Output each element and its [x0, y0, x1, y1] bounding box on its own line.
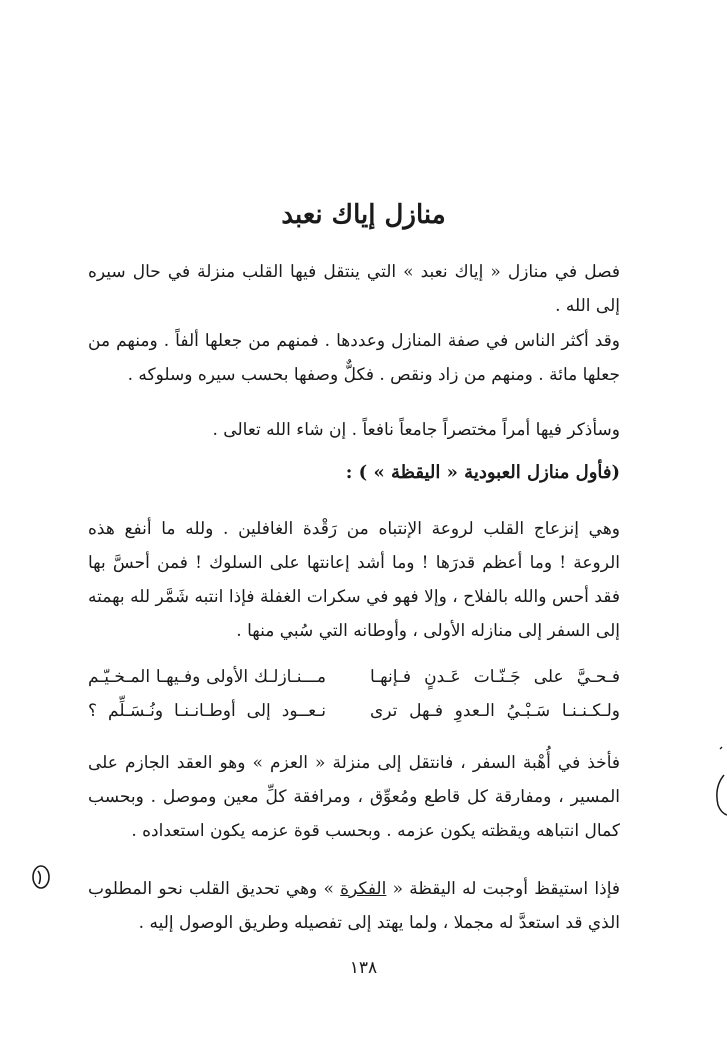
section-heading: (فأول منازل العبودية « اليقظة » ) : [345, 462, 620, 483]
verse-first-hemistich: ولـكـنـنـا سَـبْـيُ الـعدوِ فـهل ترى [370, 701, 620, 721]
paragraph-after-verses: فأخذ في أُهْبة السفر ، فانتقل إلى منزلة « العزم » وهو العقد الجازم على المسير ، ومفارقة كل قاطع ومُعوِّق ، ومرافقة كلِّ معين وموصل . وبحسب كمال انتباهه ويقظته يكون عزمه . وبحسب قوة عزمه يكون استعداده . [88, 753, 620, 841]
paragraph-1: فصل في منازل « إياك نعبد » التي ينتقل فيها القلب منزلة في حال سيره إلى الله . [88, 262, 620, 316]
handwritten-circle-mark-icon [30, 862, 52, 890]
underlined-term: الفكرة [340, 879, 387, 899]
section-paragraph: وهي إنزعاج القلب لروعة الإنتباه من رَقْدة الغافلين . ولله ما أنفع هذه الروعة ! وما أعظم قدرَها ! وما أشد إعانتها على السلوك ! فمن أحسَّ بها فقد أحس والله بالفلاح ، وإلا فهو في سكرات الغفلة فإذا انتبه شَمَّر لله بهمته إلى السفر إلى منازله الأولى ، وأوطانه التي سُبي منها . [88, 519, 620, 641]
final-paragraph [88, 872, 620, 940]
verse-second-hemistich: نـعــود إلى أوطـانـنـا ونُـسَـلِّم ؟ [88, 701, 326, 721]
verse-first-hemistich: فـحـيَّ على جَـنّـات عَـدنٍ فـإنهـا [370, 667, 620, 687]
paragraph-2: وقد أكثر الناس في صفة المنازل وعددها . فمنهم من جعلها ألفاً . ومنهم من جعلها مائة . ومنهم من زاد ونقص . فكلٌّ وصفها بحسب سيره وسلوكه . [88, 331, 620, 385]
page-number: ١٣٨ [349, 958, 378, 978]
paragraph-3: وسأذكر فيها أمراً مختصراً جامعاً نافعاً . إن شاء الله تعالى . [212, 420, 620, 440]
verse-second-hemistich: مـــنـازلـك الأولى وفـيهـا المـخـيّـم [88, 667, 326, 687]
page-title: منازل إياك نعبد [281, 200, 446, 230]
verse-line [88, 694, 620, 728]
final-paragraph-start: فإذا استيقظ أوجبت له اليقظة « [386, 879, 620, 899]
verse-line [88, 660, 620, 694]
final-paragraph-end: » وهي تحديق القلب نحو المطلوب الذي قد استعدَّ له مجملا ، ولما يهتد إلى تفصيله وطريق الوصول إليه . [88, 879, 620, 933]
bracket-mark-icon [708, 745, 727, 817]
